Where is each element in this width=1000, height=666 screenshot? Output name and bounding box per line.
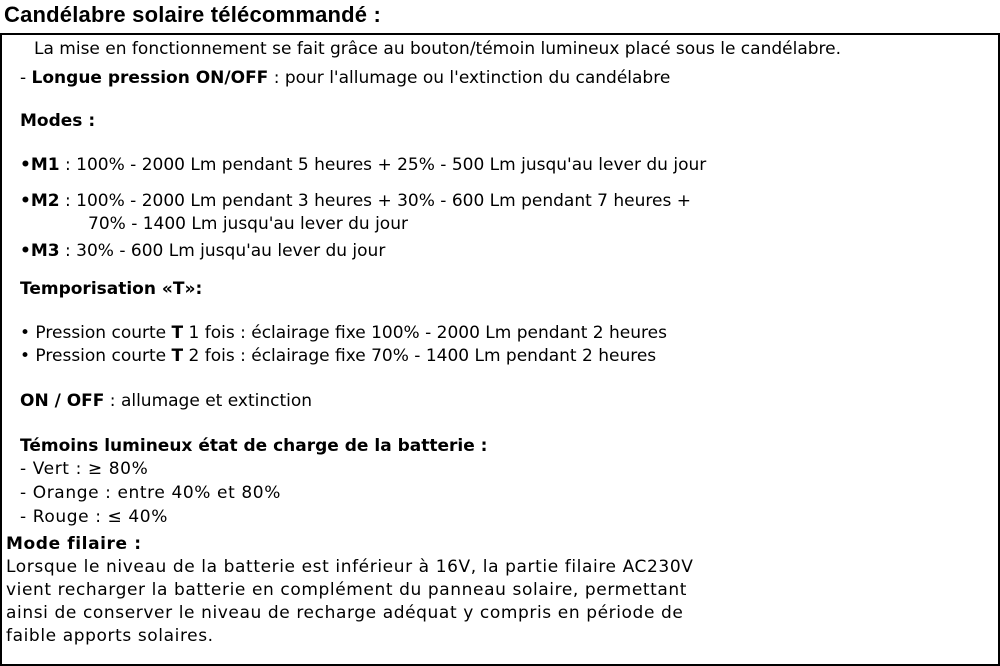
mode-m1 <box>20 155 706 175</box>
mode-m2-continuation: 70% - 1400 Lm jusqu'au lever du jour <box>88 214 408 234</box>
temporisation-item-post: 1 fois : éclairage fixe 100% - 2000 Lm pendant 2 heures <box>183 323 667 343</box>
filaire-heading: Mode filaire : <box>6 534 142 554</box>
temoin-item-red: - Rouge : ≤ 40% <box>20 507 168 527</box>
temoin-item-green: - Vert : ≥ 80% <box>20 459 149 479</box>
filaire-line: vient recharger la batterie en complément du panneau solaire, permettant <box>6 580 688 600</box>
onoff-line <box>20 391 312 411</box>
filaire-line: faible apports solaires. <box>6 626 214 646</box>
long-press-text: : pour l'allumage ou l'extinction du candélabre <box>268 68 671 88</box>
long-press-label: Longue pression ON/OFF <box>31 68 269 88</box>
mode-m3 <box>20 241 385 261</box>
filaire-line: ainsi de conserver le niveau de recharge adéquat y compris en période de <box>6 603 684 623</box>
mode-m2 <box>20 191 691 211</box>
temporisation-item-pre: • Pression courte <box>20 346 172 366</box>
onoff-label: ON / OFF <box>20 391 105 411</box>
modes-heading: Modes : <box>20 111 96 131</box>
filaire-line: Lorsque le niveau de la batterie est inférieur à 16V, la partie filaire AC230V <box>6 557 694 577</box>
temporisation-item <box>20 323 667 343</box>
mode-m2-label: •M2 <box>20 191 60 211</box>
intro-text: La mise en fonctionnement se fait grâce au bouton/témoin lumineux placé sous le candélabre. <box>34 39 842 59</box>
mode-m3-label: •M3 <box>20 241 60 261</box>
mode-m3-text: : 30% - 600 Lm jusqu'au lever du jour <box>59 241 386 261</box>
document-title: Candélabre solaire télécommandé : <box>4 2 382 27</box>
temoin-item-orange: - Orange : entre 40% et 80% <box>20 483 281 503</box>
long-press-prefix: - <box>20 68 32 88</box>
mode-m1-label: •M1 <box>20 155 60 175</box>
temoins-heading: Témoins lumineux état de charge de la batterie : <box>20 436 488 456</box>
temporisation-item-pre: • Pression courte <box>20 323 172 343</box>
temporisation-item-t: T <box>171 323 184 343</box>
long-press-line <box>20 68 670 88</box>
mode-m1-text: : 100% - 2000 Lm pendant 5 heures + 25% - 500 Lm jusqu'au lever du jour <box>59 155 707 175</box>
temporisation-item-t: T <box>171 346 184 366</box>
temporisation-heading: Temporisation «T»: <box>20 279 203 299</box>
temporisation-item <box>20 346 656 366</box>
mode-m2-text: : 100% - 2000 Lm pendant 3 heures + 30% - 600 Lm pendant 7 heures + <box>59 191 691 211</box>
onoff-text: : allumage et extinction <box>104 391 313 411</box>
temporisation-item-post: 2 fois : éclairage fixe 70% - 1400 Lm pendant 2 heures <box>183 346 657 366</box>
